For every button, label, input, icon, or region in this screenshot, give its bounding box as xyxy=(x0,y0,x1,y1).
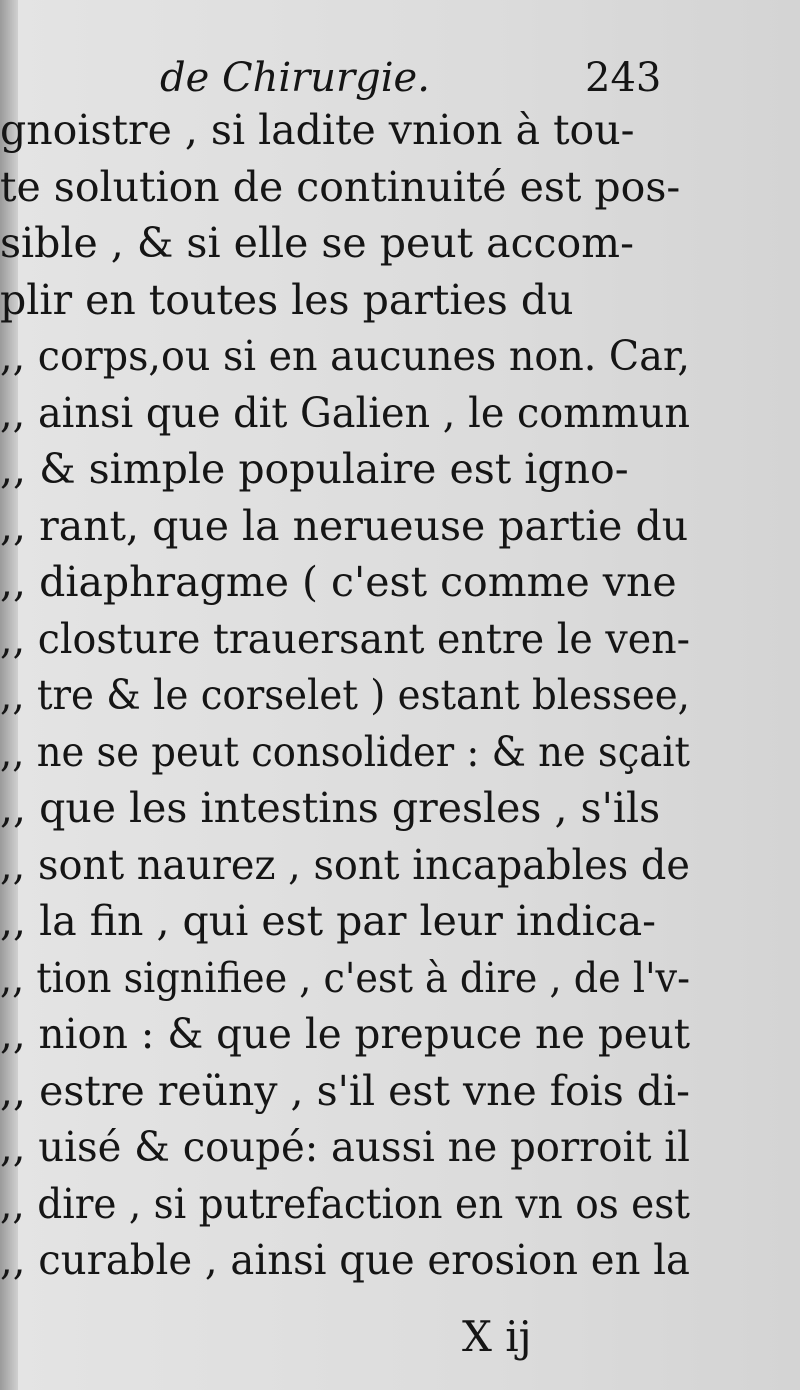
text-line: ,, rant, que la nerueuse partie du xyxy=(0,501,689,550)
text-line: ,, curable , ainsi que erosion en la xyxy=(0,1236,690,1284)
text-line: ,, nion : & que le prepuce ne peut xyxy=(0,1010,690,1058)
text-line: ,, estre reüny , s'il est vne fois di- xyxy=(0,1066,690,1115)
page-number: 243 xyxy=(585,55,662,101)
text-line: ,, que les intestins gresles , s'ils xyxy=(0,784,661,832)
text-line: ,, sont naurez , sont incapables de xyxy=(0,840,690,889)
text-line: gnoistre , si ladite vnion à tou- xyxy=(0,106,635,154)
text-line: ,, diaphragme ( c'est comme vne xyxy=(0,558,677,606)
text-line: sible , & si elle se peut accom- xyxy=(0,219,634,267)
page-header xyxy=(0,48,800,108)
text-line: ,, closture trauersant entre le ven- xyxy=(0,614,690,663)
running-title: de Chirurgie. xyxy=(160,55,430,101)
text-line: plir en toutes les parties du xyxy=(0,275,574,324)
text-line: te solution de continuité est pos- xyxy=(0,162,681,211)
text-line: ,, ne se peut consolider : & ne sçait xyxy=(0,727,690,776)
body-text xyxy=(0,102,700,1289)
text-line: ,, la fin , qui est par leur indica- xyxy=(0,897,657,945)
text-line: ,, tion signifiee , c'est à dire , de l'v- xyxy=(0,953,690,1002)
text-line: ,, tre & le corselet ) estant blessee, xyxy=(0,671,690,719)
text-line: ,, corps,ou si en aucunes non. Car, xyxy=(0,332,690,380)
text-line: ,, dire , si putrefaction en vn os est xyxy=(0,1179,690,1228)
text-line: ,, ainsi que dit Galien , le commun xyxy=(0,388,690,437)
page-footer xyxy=(0,1302,800,1372)
signature-mark: X ij xyxy=(462,1312,532,1361)
text-line: ,, & simple populaire est igno- xyxy=(0,445,629,493)
text-line: ,, uisé & coupé: aussi ne porroit il xyxy=(0,1123,690,1171)
